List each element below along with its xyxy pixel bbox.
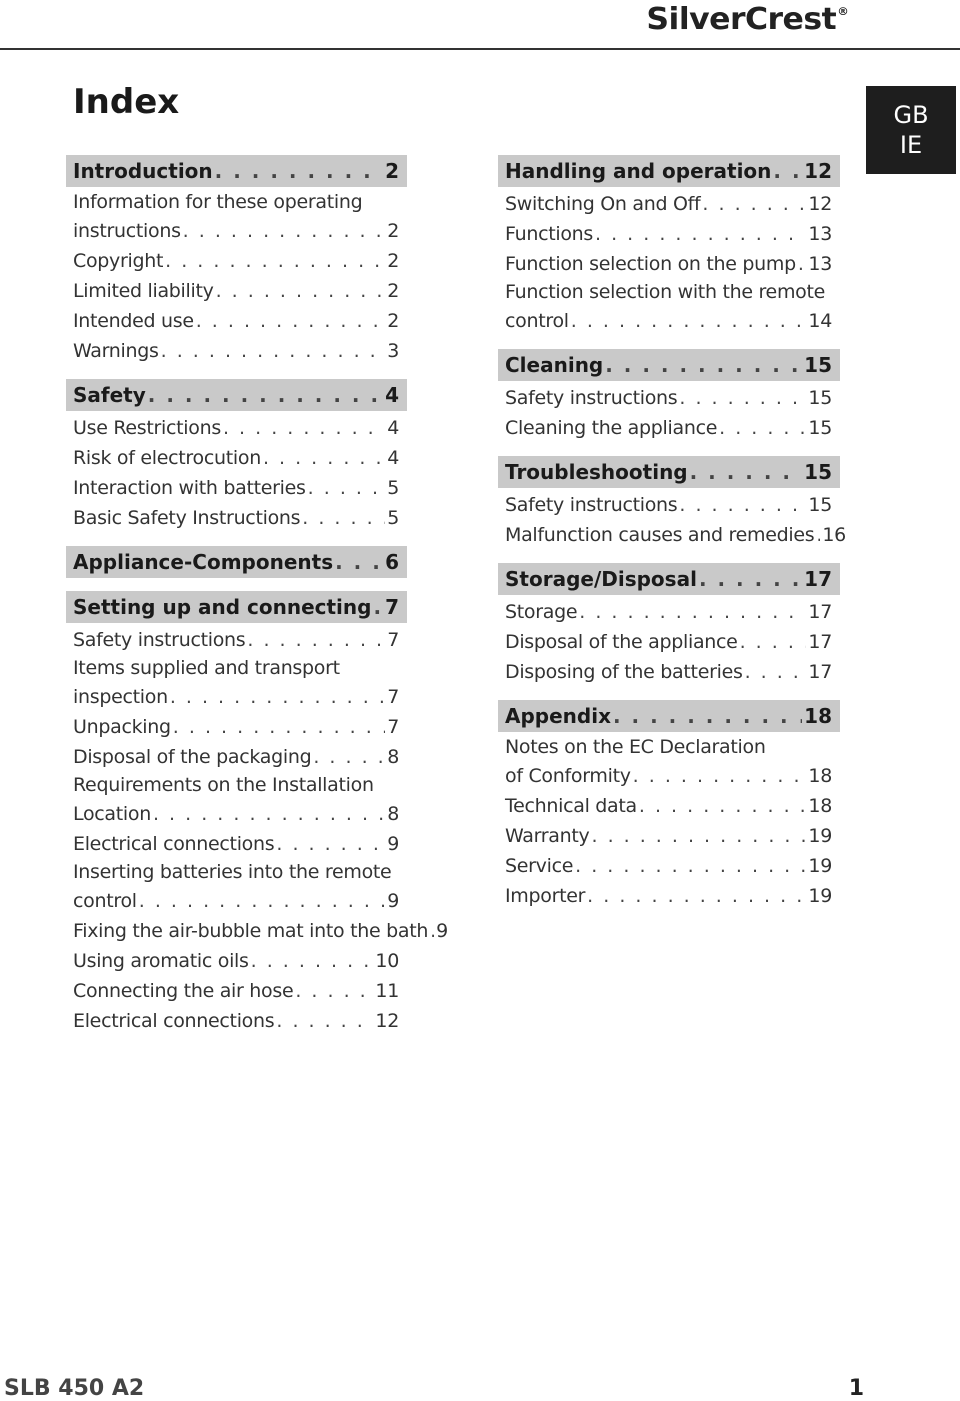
dot-leader	[773, 155, 802, 187]
entry-page: 4	[387, 417, 399, 439]
entry-page: 7	[387, 716, 399, 738]
dot-leader	[745, 657, 807, 687]
dot-leader	[173, 712, 385, 742]
entry-title: Notes on the EC Declaration	[505, 736, 766, 758]
entry-line	[505, 821, 832, 851]
entry-line	[73, 655, 399, 682]
page-title: Index	[73, 82, 180, 122]
index-entry[interactable]	[66, 443, 407, 473]
brand-name: SilverCrest	[646, 2, 836, 37]
entry-line	[505, 597, 832, 627]
index-entry[interactable]	[498, 734, 840, 791]
section-page: 4	[385, 383, 399, 407]
dot-leader	[216, 276, 386, 306]
entry-title: Function selection with the remote	[505, 281, 826, 303]
entry-line	[505, 761, 832, 791]
entry-line	[73, 413, 399, 443]
index-entry[interactable]	[66, 976, 407, 1006]
entry-title: Disposing of the batteries	[505, 661, 743, 683]
entry-title: Safety instructions	[505, 387, 678, 409]
entry-line	[505, 383, 832, 413]
entry-line	[73, 829, 399, 859]
entry-line	[73, 336, 399, 366]
entry-title: Copyright	[73, 250, 164, 272]
section-heading[interactable]	[498, 700, 840, 732]
section-title: Cleaning	[505, 353, 604, 377]
section-page: 15	[804, 460, 832, 484]
index-entry[interactable]	[66, 413, 407, 443]
dot-leader	[308, 473, 386, 503]
entry-page: 14	[808, 310, 832, 332]
entry-line	[73, 503, 399, 533]
entry-page: 11	[375, 980, 399, 1002]
index-entry[interactable]	[498, 821, 840, 851]
index-entry[interactable]	[498, 520, 846, 550]
entry-title: control	[73, 890, 137, 912]
entry-title: Warranty	[505, 825, 590, 847]
entry-line	[505, 189, 832, 219]
dot-leader	[263, 443, 385, 473]
entry-title: Risk of electrocution	[73, 447, 261, 469]
dot-leader	[251, 946, 374, 976]
dot-leader	[170, 682, 385, 712]
entry-title: Malfunction causes and remedies	[505, 524, 815, 546]
index-entry[interactable]	[498, 657, 840, 687]
entry-line	[505, 413, 832, 443]
section-title: Storage/Disposal	[505, 567, 697, 591]
entry-title: Requirements on the Installation	[73, 774, 374, 796]
dot-leader	[605, 349, 802, 381]
entry-page: 5	[387, 507, 399, 529]
dot-leader	[183, 216, 386, 246]
section-heading[interactable]	[498, 349, 840, 381]
section-heading[interactable]	[66, 379, 407, 411]
entry-page: 12	[808, 193, 832, 215]
index-section	[498, 155, 840, 336]
entry-title: Cleaning the appliance	[505, 417, 718, 439]
section-heading[interactable]	[498, 456, 840, 488]
model-number: SLB 450 A2	[4, 1376, 145, 1401]
entry-line	[505, 851, 832, 881]
index-entry[interactable]	[498, 627, 840, 657]
entry-line	[73, 473, 399, 503]
entry-line	[73, 189, 399, 216]
section-page: 6	[385, 550, 399, 574]
entry-line	[505, 791, 832, 821]
entry-line	[73, 859, 399, 886]
dot-leader	[679, 490, 806, 520]
index-entry[interactable]	[498, 249, 840, 279]
section-title: Troubleshooting	[505, 460, 688, 484]
index-entry[interactable]	[498, 279, 840, 336]
entry-title: of Conformity	[505, 765, 631, 787]
entry-line	[73, 682, 399, 712]
entry-line	[73, 276, 399, 306]
section-title: Introduction	[73, 159, 213, 183]
entry-title: Technical data	[505, 795, 637, 817]
entry-page: 17	[808, 661, 832, 683]
entry-title: Disposal of the packaging	[73, 746, 312, 768]
section-page: 17	[804, 567, 832, 591]
language-code-ie: IE	[899, 131, 923, 159]
entry-page: 8	[387, 746, 399, 768]
dot-leader	[302, 503, 385, 533]
dot-leader	[798, 249, 807, 279]
index-entry[interactable]	[66, 306, 407, 336]
section-title: Appendix	[505, 704, 611, 728]
dot-leader	[699, 563, 802, 595]
dot-leader	[335, 546, 383, 578]
entry-line	[73, 246, 399, 276]
language-tab	[866, 86, 956, 174]
index-entry[interactable]	[498, 383, 840, 413]
dot-leader	[679, 383, 806, 413]
entry-title: Importer	[505, 885, 586, 907]
dot-leader	[165, 246, 385, 276]
entry-page: 17	[808, 601, 832, 623]
dot-leader	[373, 591, 383, 623]
entry-line	[505, 881, 832, 911]
entry-title: Functions	[505, 223, 594, 245]
entry-page: 15	[808, 387, 832, 409]
dot-leader	[633, 761, 807, 791]
entry-page: 2	[387, 280, 399, 302]
entry-title: Interaction with batteries	[73, 477, 306, 499]
entry-line	[73, 712, 399, 742]
entry-page: 18	[808, 765, 832, 787]
entry-title: Fixing the air-bubble mat into the bath	[73, 920, 429, 942]
section-title: Handling and operation	[505, 159, 772, 183]
index-entry[interactable]	[66, 473, 407, 503]
entry-line	[73, 916, 448, 946]
entry-line	[505, 627, 832, 657]
index-entry[interactable]	[66, 276, 407, 306]
entry-title: Basic Safety Instructions	[73, 507, 301, 529]
dot-leader	[313, 742, 385, 772]
entry-line	[73, 976, 399, 1006]
dot-leader	[579, 597, 806, 627]
dot-leader	[295, 976, 373, 1006]
index-entry[interactable]	[498, 597, 840, 627]
entry-page: 12	[375, 1010, 399, 1032]
entry-title: Service	[505, 855, 574, 877]
dot-leader	[161, 336, 386, 366]
entry-line	[73, 946, 399, 976]
entry-line	[505, 734, 832, 761]
dot-leader	[153, 799, 385, 829]
index-entry[interactable]	[66, 742, 407, 772]
entry-page: 13	[808, 253, 832, 275]
index-section	[66, 155, 407, 366]
dot-leader	[148, 379, 383, 411]
section-title: Setting up and connecting	[73, 595, 372, 619]
entry-line	[505, 657, 832, 687]
index-entry[interactable]	[498, 189, 840, 219]
dot-leader	[276, 829, 385, 859]
entry-title: Storage	[505, 601, 578, 623]
entry-page: 4	[387, 447, 399, 469]
entry-page: 9	[387, 890, 399, 912]
index-section	[66, 591, 448, 1036]
index-entry[interactable]	[66, 1006, 407, 1036]
dot-leader	[223, 413, 385, 443]
entry-title: Connecting the air hose	[73, 980, 294, 1002]
dot-leader	[740, 627, 807, 657]
index-section	[66, 546, 407, 578]
entry-title: Using aromatic oils	[73, 950, 249, 972]
entry-page: 2	[387, 250, 399, 272]
section-heading[interactable]	[66, 591, 407, 623]
entry-line	[73, 742, 399, 772]
index-entry[interactable]	[66, 336, 407, 366]
dot-leader	[139, 886, 385, 916]
dot-leader	[587, 881, 806, 911]
dot-leader	[690, 456, 803, 488]
index-entry[interactable]	[498, 413, 840, 443]
header-rule	[0, 48, 960, 50]
index-column-left	[66, 155, 448, 1049]
entry-title: Switching On and Off	[505, 193, 701, 215]
dot-leader	[719, 413, 806, 443]
entry-line	[73, 625, 399, 655]
section-page: 18	[804, 704, 832, 728]
dot-leader	[215, 155, 383, 187]
entry-line	[505, 249, 832, 279]
dot-leader	[571, 306, 807, 336]
registered-mark: ®	[836, 5, 848, 18]
entry-page: 9	[387, 833, 399, 855]
section-heading[interactable]	[66, 155, 407, 187]
section-heading[interactable]	[66, 546, 407, 578]
dot-leader	[613, 700, 802, 732]
dot-leader	[247, 625, 385, 655]
entry-title: Safety instructions	[505, 494, 678, 516]
entry-title: Warnings	[73, 340, 159, 362]
brand-logo	[646, 0, 848, 40]
entry-title: Items supplied and transport	[73, 657, 340, 679]
entry-title: Disposal of the appliance	[505, 631, 738, 653]
entry-line	[505, 520, 846, 550]
entry-title: Safety instructions	[73, 629, 246, 651]
entry-page: 15	[808, 494, 832, 516]
index-entry[interactable]	[66, 189, 407, 246]
section-page: 2	[385, 159, 399, 183]
index-entry[interactable]	[498, 490, 840, 520]
entry-page: 18	[808, 795, 832, 817]
index-section	[498, 349, 840, 443]
entry-line	[73, 799, 399, 829]
entry-line	[73, 886, 399, 916]
entry-page: 2	[387, 220, 399, 242]
entry-page: 2	[387, 310, 399, 332]
entry-title: Inserting batteries into the remote	[73, 861, 392, 883]
index-entry[interactable]	[66, 916, 448, 946]
entry-line	[73, 1006, 399, 1036]
entry-page: 13	[808, 223, 832, 245]
index-entry[interactable]	[66, 712, 407, 742]
index-entry[interactable]	[66, 772, 407, 829]
index-entry[interactable]	[66, 829, 407, 859]
entry-page: 5	[387, 477, 399, 499]
dot-leader	[639, 791, 807, 821]
index-entry[interactable]	[66, 946, 407, 976]
index-entry[interactable]	[498, 791, 840, 821]
index-section	[498, 563, 840, 687]
section-page: 12	[804, 159, 832, 183]
page-number: 1	[848, 1376, 864, 1401]
entry-title: Electrical connections	[73, 1010, 275, 1032]
entry-page: 19	[808, 885, 832, 907]
dot-leader	[196, 306, 385, 336]
entry-line	[73, 443, 399, 473]
entry-page: 16	[822, 524, 846, 546]
index-entry[interactable]	[66, 859, 407, 916]
index-section	[66, 379, 407, 533]
index-entry[interactable]	[498, 219, 840, 249]
dot-leader	[591, 821, 806, 851]
entry-page: 3	[387, 340, 399, 362]
entry-title: Location	[73, 803, 151, 825]
entry-page: 15	[808, 417, 832, 439]
entry-title: Intended use	[73, 310, 194, 332]
entry-page: 7	[387, 629, 399, 651]
entry-page: 19	[808, 825, 832, 847]
section-page: 15	[804, 353, 832, 377]
index-entry[interactable]	[66, 246, 407, 276]
dot-leader	[276, 1006, 373, 1036]
entry-page: 8	[387, 803, 399, 825]
entry-line	[505, 279, 832, 306]
entry-line	[73, 772, 399, 799]
section-title: Safety	[73, 383, 146, 407]
index-entry[interactable]	[66, 655, 407, 712]
entry-page: 19	[808, 855, 832, 877]
entry-page: 9	[436, 920, 448, 942]
index-entry[interactable]	[66, 625, 407, 655]
entry-title: Unpacking	[73, 716, 171, 738]
entry-line	[505, 490, 832, 520]
dot-leader	[430, 916, 434, 946]
entry-title: instructions	[73, 220, 181, 242]
index-section	[498, 700, 840, 911]
index-column-right	[498, 155, 846, 924]
entry-title: Electrical connections	[73, 833, 275, 855]
entry-line	[73, 306, 399, 336]
index-entry[interactable]	[66, 503, 407, 533]
dot-leader	[816, 520, 820, 550]
entry-title: Use Restrictions	[73, 417, 221, 439]
section-page: 7	[385, 595, 399, 619]
entry-line	[73, 216, 399, 246]
index-section	[498, 456, 846, 550]
section-heading[interactable]	[498, 155, 840, 187]
entry-line	[505, 219, 832, 249]
entry-title: control	[505, 310, 569, 332]
entry-title: Limited liability	[73, 280, 214, 302]
section-heading[interactable]	[498, 563, 840, 595]
entry-page: 17	[808, 631, 832, 653]
entry-title: inspection	[73, 686, 168, 708]
index-entry[interactable]	[498, 851, 840, 881]
language-code-gb: GB	[893, 101, 929, 129]
dot-leader	[595, 219, 806, 249]
section-title: Appliance-Components	[73, 550, 334, 574]
index-entry[interactable]	[498, 881, 840, 911]
entry-page: 10	[375, 950, 399, 972]
entry-title: Function selection on the pump	[505, 253, 796, 275]
entry-line	[505, 306, 832, 336]
entry-page: 7	[387, 686, 399, 708]
dot-leader	[702, 189, 806, 219]
dot-leader	[575, 851, 806, 881]
entry-title: Information for these operating	[73, 191, 363, 213]
